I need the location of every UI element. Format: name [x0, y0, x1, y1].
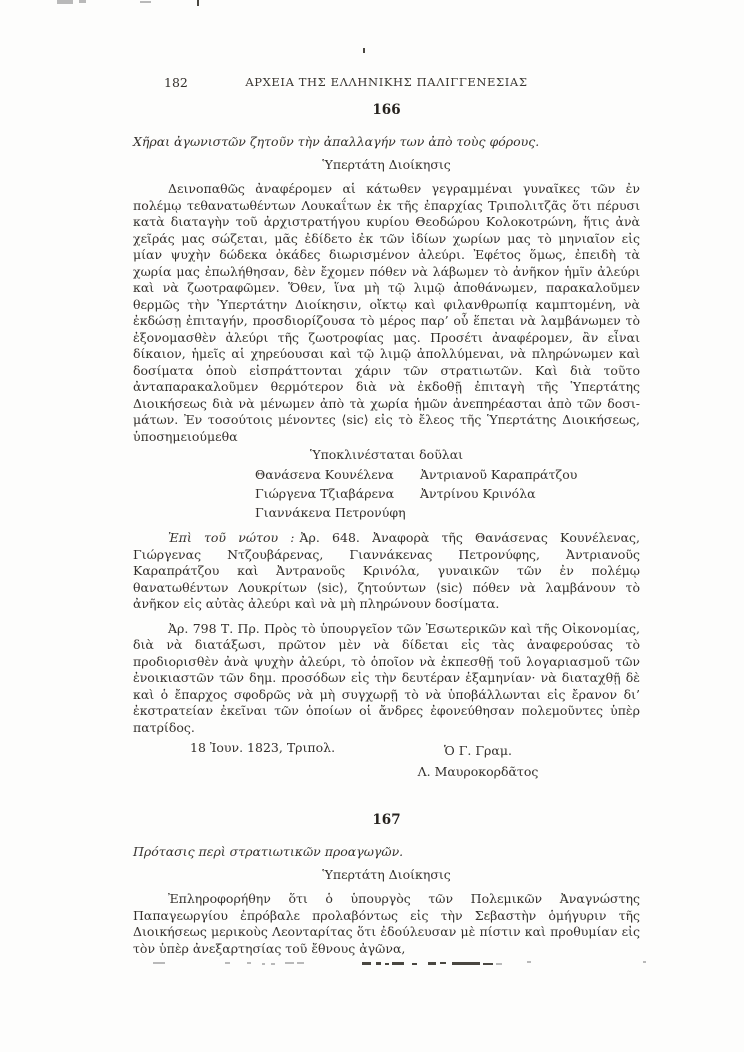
scan-artifact	[440, 962, 446, 964]
scan-artifact	[262, 963, 265, 965]
scan-artifact	[225, 962, 230, 964]
entry-body: Ἐπληροφορήθην ὅτι ὁ ὑπουργὸς τῶν Πολεμικῶν Ἀναγνώστης Παπαγεωργίου ἐπρόβαλε προλαβόντως εἰς τὴν Σεβαστὴν ὁμήγυριν τῆς Διοικήσεως μερικοὺς Λεονταρίτας ὅτι ἐδούλευσαν μὲ πίστιν καὶ προθυμίαν εἰς τὸν ὑπὲρ ἀνεξαρτησίας τοῦ ἔθνους ἀγῶνα,	[133, 891, 640, 956]
entry-body: Δεινοπαθῶς ἀναφέρομεν αἱ κάτωθεν γεγραμμέναι γυναῖκες τῶν ἐν πολέμῳ τεθανατωθέντων Λουκαΐτων ἐκ τῆς ἐπαρχίας Τριπολιτζᾶς ὅτι πέρυσι κατὰ διαταγὴν τοῦ ἀρχιστρατήγου κυρίου Θεοδώρου Κολοκοτρώνη, ἥτις ἀνὰ χεῖράς μας σώζεται, μᾶς ἐδίδετο ἐκ τῶν ἰδίων χωρίων μας τὸ μηνιαῖον εἰς μίαν ψυχὴν δώδεκα ὀκάδες διωρισμένον ἀλεύρι. Ἐφέτος ὅμως, ἐπειδὴ τὰ χωρία μας ἐπωλήθησαν, δὲν ἔχομεν πόθεν νὰ λάβωμεν τὸ ἀνῆκον ἡμῖν ἀλεύρι καὶ νὰ ζωοτραφῶμεν. Ὅθεν, ἵνα μὴ τῷ λιμῷ ἀποθάνωμεν, παρακαλοῦμεν θερμῶς τὴν Ὑπερτάτην Διοίκησιν, οἴκτῳ καὶ φιλανθρωπίᾳ καμπτομένη, νὰ ἐκδώσῃ ἐπιταγήν, προσδιορίζουσα τὸ μέρος παρ’ οὗ ἕπεται νὰ λαμβάνωμεν τὸ ἐξονομασθὲν ἀλεύρι τῆς ζωοτροφίας μας. Προσέτι ἀναφέρομεν, ἂν εἶναι δίκαιον, ἡμεῖς αἱ χηρεύουσαι καὶ τῷ λιμῷ ἀπολλύμεναι, νὰ πληρώνωμεν καὶ δοσίματα ὁποὺ εἰσπράττονται χάριν τῶν στρατιωτῶν. Καὶ διὰ τοῦτο ἀνταπαρακαλοῦμεν θερμότερον διὰ νὰ ἐκδοθῇ ἐπιταγὴ τῆς Ὑπερτάτης Διοικήσεως διὰ νὰ μένωμεν ἀπὸ τὰ χωρία ἡμῶν ἀνεπηρέασται ἀπὸ τῶν δοσιμάτων. Ἐν τοσούτοις μένοντες ⟨sic⟩ εἰς τὸ ἔλεος τῆς Ὑπερτάτης Διοικήσεως, ὑποσημειούμεθα	[133, 181, 640, 444]
scan-artifact	[496, 963, 502, 965]
scan-artifact	[643, 961, 646, 963]
scan-artifact	[428, 962, 436, 965]
document-entry-166	[133, 102, 640, 784]
entry-subject: Χῆραι ἀγωνιστῶν ζητοῦν τὴν ἀπαλλαγήν των ἀπὸ τοὺς φόρους.	[133, 134, 540, 149]
entry-subject: Πρότασις περὶ στρατιωτικῶν προαγωγῶν.	[133, 844, 404, 859]
entry-closing: Ὑποκλινέσταται δοῦλαι	[309, 447, 464, 462]
signature-name: Λ. Μαυροκορδᾶτος	[417, 764, 539, 779]
entry-number: 166	[372, 102, 401, 118]
signatory-name: Ἀντρίνου Κρινόλα	[420, 486, 536, 501]
signatory-name: Γιώργενα Τζιαβάρενα	[255, 486, 395, 501]
list-item	[133, 484, 640, 503]
signature-row	[133, 740, 640, 784]
page-number: 182	[164, 75, 188, 90]
dateline: 18 Ἰουν. 1823, Τριπολ.	[190, 740, 336, 755]
scan-artifact	[247, 962, 251, 964]
scan-artifact	[376, 962, 381, 965]
scan-artifact	[285, 962, 294, 964]
signatories-list	[133, 465, 640, 522]
scan-artifact	[153, 962, 165, 964]
scan-artifact	[362, 962, 371, 965]
scan-artifact	[385, 963, 389, 965]
signatory-name: Ἀντριανοῦ Καραπράτζου	[420, 467, 578, 482]
scan-artifact	[297, 962, 304, 964]
scan-artifact	[79, 0, 86, 3]
entry-salutation: Ὑπερτάτη Διοίκησις	[322, 157, 451, 172]
entry-number: 167	[372, 812, 401, 828]
verso-label: Ἐπὶ τοῦ νώτου :	[168, 530, 295, 545]
running-head	[133, 75, 640, 91]
list-item	[133, 503, 640, 522]
verso-text: Ἀρ. 648. Ἀναφορὰ τῆς Θανάσενας Κουνέλενας, Γιώργενας Ντζουβάρενας, Γιαννάκενας Πετρονύφης, Ἀντριανοῦς Καραπράτζου καὶ Ἀντρανοῦς Κρινόλα, γυναικῶν τῶν ἐν πολέμῳ θανατωθέντων Λουκρίτων ⟨sic⟩, ζητούντων ⟨sic⟩ πόθεν νὰ λαμβάνουν τὸ ἀνῆκον εἰς αὐτὰς ἀλεύρι καὶ νὰ μὴ πληρώνουν δοσίματα.	[133, 530, 640, 611]
page-content	[133, 0, 640, 957]
signature-title: Ὁ Γ. Γραμ.	[444, 743, 512, 758]
running-title: ΑΡΧΕΙΑ ΤΗΣ ΕΛΛΗΝΙΚΗΣ ΠΑΛΙΓΓΕΝΕΣΙΑΣ	[245, 75, 528, 89]
decision-note: Ἀρ. 798 Τ. Πρ. Πρὸς τὸ ὑπουργεῖον τῶν Ἐσωτερικῶν καὶ τῆς Οἰκονομίας, διὰ νὰ διατάξωσι, πρῶτον μὲν νὰ δίδεται εἰς τὰς ἀναφερούσας τὸ προδιορισθὲν ἀνὰ ψυχὴν ἀλεύρι, τὸ ὁποῖον νὰ ἐκπεσθῇ τοῦ λογαριασμοῦ τῶν ἐνοικιαστῶν τῶν δημ. προσόδων εἰς τὴν δευτέραν ἑξαμηνίαν· νὰ διαταχθῇ δὲ καὶ ὁ ἔπαρχος σφοδρῶς νὰ μὴ συγχωρῇ τὸ νὰ ὑποβάλλωνται εἰς ἔρανον δι’ ἐκστρατείαν ἐκεῖναι τῶν ὁποίων οἱ ἄνδρες ἐφονεύθησαν πολεμοῦντες ὑπὲρ πατρίδος.	[133, 620, 640, 735]
signature-block	[388, 740, 568, 782]
scan-artifact	[57, 0, 73, 4]
document-entry-167	[133, 812, 640, 957]
entry-salutation: Ὑπερτάτη Διοίκησις	[322, 867, 451, 882]
verso-note	[133, 530, 640, 613]
scan-artifact	[527, 961, 531, 963]
list-item	[133, 465, 640, 484]
scan-artifact	[483, 963, 493, 965]
scan-artifact	[392, 962, 404, 965]
scan-artifact	[452, 962, 480, 965]
signatory-name: Γιαννάκενα Πετρονύφη	[255, 505, 406, 520]
signatory-name: Θανάσενα Κουνέλενα	[255, 467, 394, 482]
scan-artifact	[271, 963, 275, 965]
scan-artifact	[412, 963, 417, 965]
